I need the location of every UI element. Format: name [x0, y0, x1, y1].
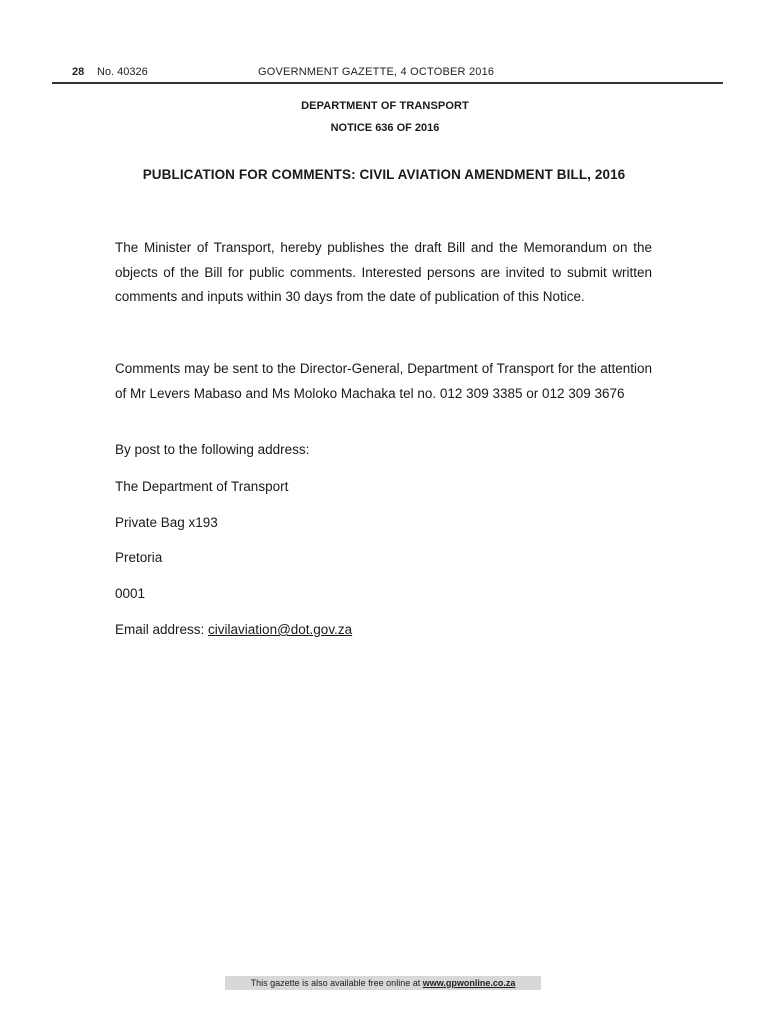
address-line-2: Private Bag x193 — [115, 515, 218, 530]
notice-number: NOTICE 636 OF 2016 — [330, 122, 440, 134]
comments-paragraph: Comments may be sent to the Director-General, Department of Transport for the attention of Mr Levers Mabaso and Ms Moloko Machaka tel no. 012 309 3385 or 012 309 3676 — [115, 361, 652, 401]
gazette-title: GOVERNMENT GAZETTE, 4 OCTOBER 2016 — [258, 66, 495, 78]
email-link[interactable]: civilaviation@dot.gov.za — [208, 622, 353, 637]
address-line-4: 0001 — [115, 586, 146, 601]
email-line — [115, 622, 352, 637]
department-heading: DEPARTMENT OF TRANSPORT — [301, 100, 469, 112]
page-number: 28 — [72, 66, 85, 78]
footer-text: This gazette is also available free online at — [250, 978, 423, 988]
header-divider — [52, 82, 723, 84]
footer-link[interactable]: www.gpwonline.co.za — [422, 978, 516, 988]
issue-number: No. 40326 — [97, 66, 148, 78]
intro-paragraph: The Minister of Transport, hereby publishes the draft Bill and the Memorandum on the objects of the Bill for public comments. Interested persons are invited to submit written comments and inputs within 30 days from the date of publication of this Notice. — [115, 240, 652, 304]
post-intro: By post to the following address: — [115, 442, 310, 457]
page-footer — [225, 976, 541, 990]
page-header — [52, 63, 723, 83]
address-line-3: Pretoria — [115, 550, 163, 565]
email-label: Email address: — [115, 622, 209, 637]
address-line-1: The Department of Transport — [115, 479, 289, 494]
publication-title: PUBLICATION FOR COMMENTS: CIVIL AVIATION AMENDMENT BILL, 2016 — [142, 167, 626, 182]
